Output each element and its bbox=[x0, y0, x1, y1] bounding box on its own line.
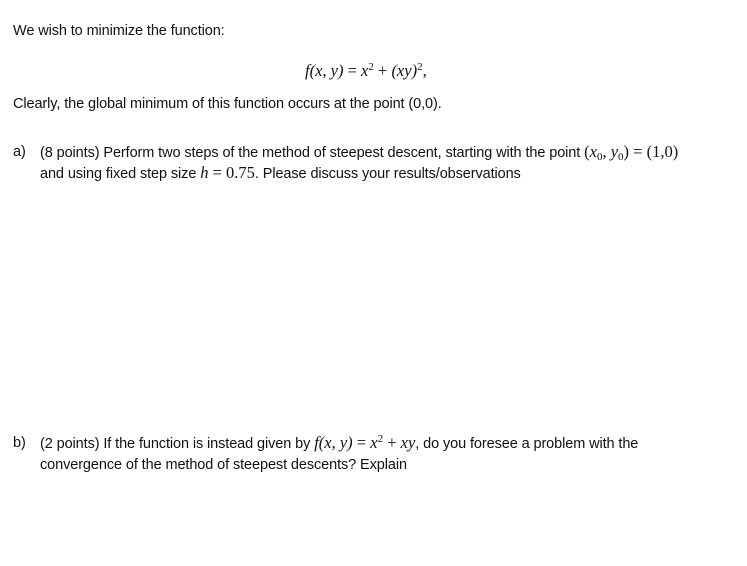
part-b-line-1: (2 points) If the function is instead given by f(x, $y) = x^2$ + xy, do you foresee a problem with the bbox=[40, 433, 639, 452]
intro-text: We wish to minimize the function: bbox=[13, 23, 225, 39]
alt-function: f(x, $y) = x^2$ + xy bbox=[314, 433, 416, 452]
xy-term: (xy) bbox=[391, 61, 418, 80]
part-a-label: a) bbox=[13, 144, 26, 160]
part-b-label: b) bbox=[13, 435, 26, 451]
function-args: (x, y) bbox=[309, 61, 344, 80]
function-symbol: f bbox=[305, 61, 310, 80]
xy-exponent: 2 bbox=[417, 61, 423, 73]
objective-equation bbox=[305, 62, 427, 80]
part-a-text: (8 points) Perform two steps of the method of steepest descent, starting with the point bbox=[40, 145, 585, 161]
equation-comma: , bbox=[422, 61, 427, 80]
minimum-statement: Clearly, the global minimum of this function occurs at the point (0,0). bbox=[13, 96, 442, 112]
part-a-line-2: and using fixed step size h = 0.75. Please discuss your results/observations bbox=[40, 163, 521, 182]
step-size: h = 0.75 bbox=[200, 163, 255, 182]
start-point: ($x_0$, $y_0) = (1,0)$ bbox=[584, 142, 679, 163]
x-exponent: 2 bbox=[368, 61, 374, 73]
part-b-line-2: convergence of the method of steepest descents? Explain bbox=[40, 457, 407, 473]
plus-sign: + bbox=[373, 61, 392, 80]
x-term: x bbox=[361, 61, 369, 80]
part-a-line-1 bbox=[40, 143, 678, 162]
equals-sign: = bbox=[343, 61, 362, 80]
